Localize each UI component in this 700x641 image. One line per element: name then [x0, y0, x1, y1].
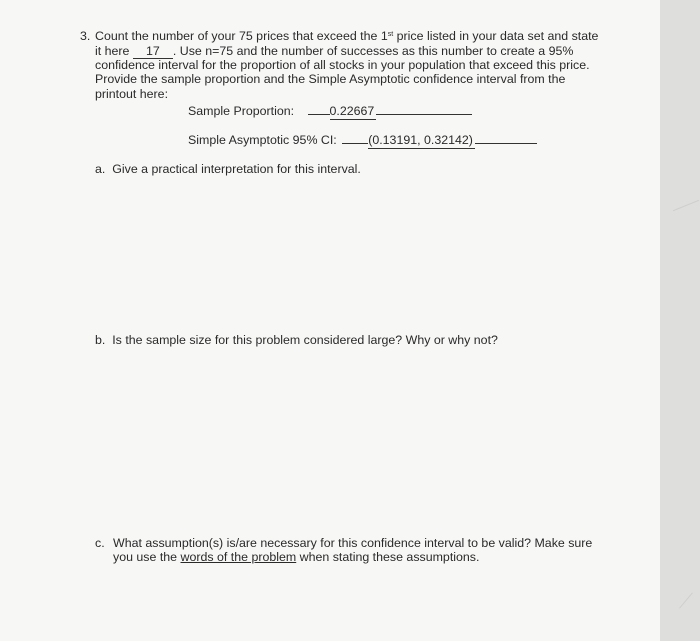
question-a: [95, 162, 361, 177]
question-3-line-3: confidence interval for the proportion of all stocks in your population that exceed this price.: [95, 58, 590, 72]
question-3-line-5: printout here:: [95, 87, 169, 101]
ci-label: Simple Asymptotic 95% CI:: [188, 133, 337, 147]
ci-value: (0.13191, 0.32142): [368, 133, 473, 147]
question-b-label: b.: [95, 333, 106, 347]
ci-row: [188, 133, 537, 149]
question-3-line-2: it here 17 . Use n=75 and the number of successes as this number to create a 95%: [95, 44, 574, 58]
question-c-label: c.: [95, 536, 105, 550]
blank-line: [308, 114, 330, 115]
question-b-text: Is the sample size for this problem considered large? Why or why not?: [112, 333, 498, 347]
blank-line: [342, 143, 368, 144]
question-a-label: a.: [95, 162, 106, 176]
question-3-line-1: Count the number of your 75 prices that exceed the 1st price listed in your data set and state: [95, 29, 599, 43]
question-b: [95, 333, 498, 348]
sample-proportion-row: [188, 104, 472, 120]
blank-line: [376, 114, 472, 115]
count-answer-blank: 17: [133, 45, 173, 59]
sample-proportion-value: 0.22667: [329, 104, 375, 118]
question-a-text: Give a practical interpretation for this interval.: [112, 162, 361, 176]
blank-line: [475, 143, 537, 144]
question-c-line-1: What assumption(s) is/are necessary for this confidence interval to be valid? Make sure: [113, 536, 593, 550]
question-c-line-2: you use the words of the problem when stating these assumptions.: [113, 550, 480, 564]
sample-proportion-label: Sample Proportion:: [188, 104, 295, 118]
question-3-line-4: Provide the sample proportion and the Simple Asymptotic confidence interval from the: [95, 72, 566, 86]
words-of-the-problem-phrase: words of the problem: [180, 550, 297, 564]
page-edge-background: [660, 0, 700, 641]
question-3-number: 3.: [80, 29, 91, 43]
